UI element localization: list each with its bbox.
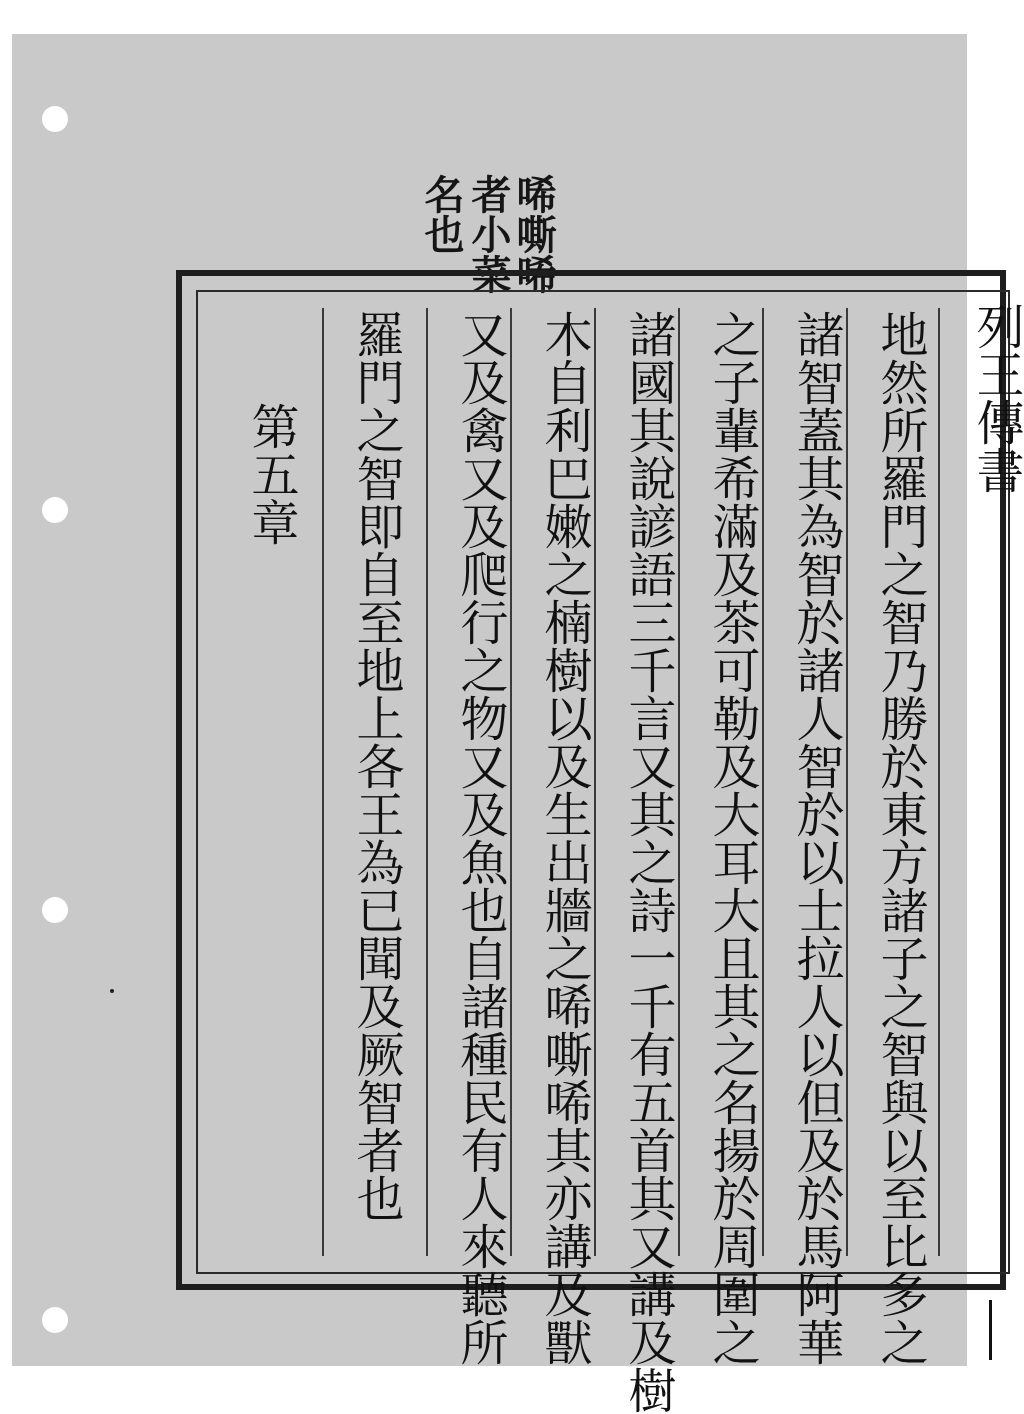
column-rule [678,308,680,1256]
column-rule [594,308,596,1256]
binder-hole [42,497,68,523]
margin-note-line: 名也 [418,174,465,254]
edge-mark [989,1300,992,1360]
binder-hole [42,1307,68,1333]
margin-note-line: 唏嘶唏 [510,174,557,294]
column-rule [322,308,324,1256]
column-rule [846,308,848,1256]
book-title: 列王傳書 [968,302,1024,494]
column-rule [510,308,512,1256]
text-column: 諸智蓋其為智於諸人智於以士拉人以但及於馬阿華 [788,310,844,1366]
text-column: 地然所羅門之智乃勝於東方諸子之智與以至比多之 [872,310,928,1366]
chapter-heading: 第五章 [243,402,299,546]
binder-hole [42,106,68,132]
text-column: 又及禽又及爬行之物又及魚也自諸種民有人來聽所 [452,310,508,1366]
text-column: 羅門之智即自至地上各王為已聞及厥智者也 [348,310,404,1222]
speck [110,989,114,993]
text-frame [176,270,1024,1414]
text-column: 諸國其說諺語三千言又其之詩一千有五首其又講及樹 [620,310,676,1414]
margin-note-line: 者小菜 [465,174,512,294]
binder-hole [42,897,68,923]
scanned-page [12,34,1024,1414]
column-rule [426,308,428,1256]
column-rule [762,308,764,1256]
text-column: 木自利巴嫩之楠樹以及生出牆之唏嘶唏其亦講及獸 [536,310,592,1366]
inner-frame [196,290,1024,1414]
column-rule [938,308,940,1256]
text-column: 之子輩希滿及茶可勒及大耳大且其之名揚於周圍之 [704,310,760,1366]
